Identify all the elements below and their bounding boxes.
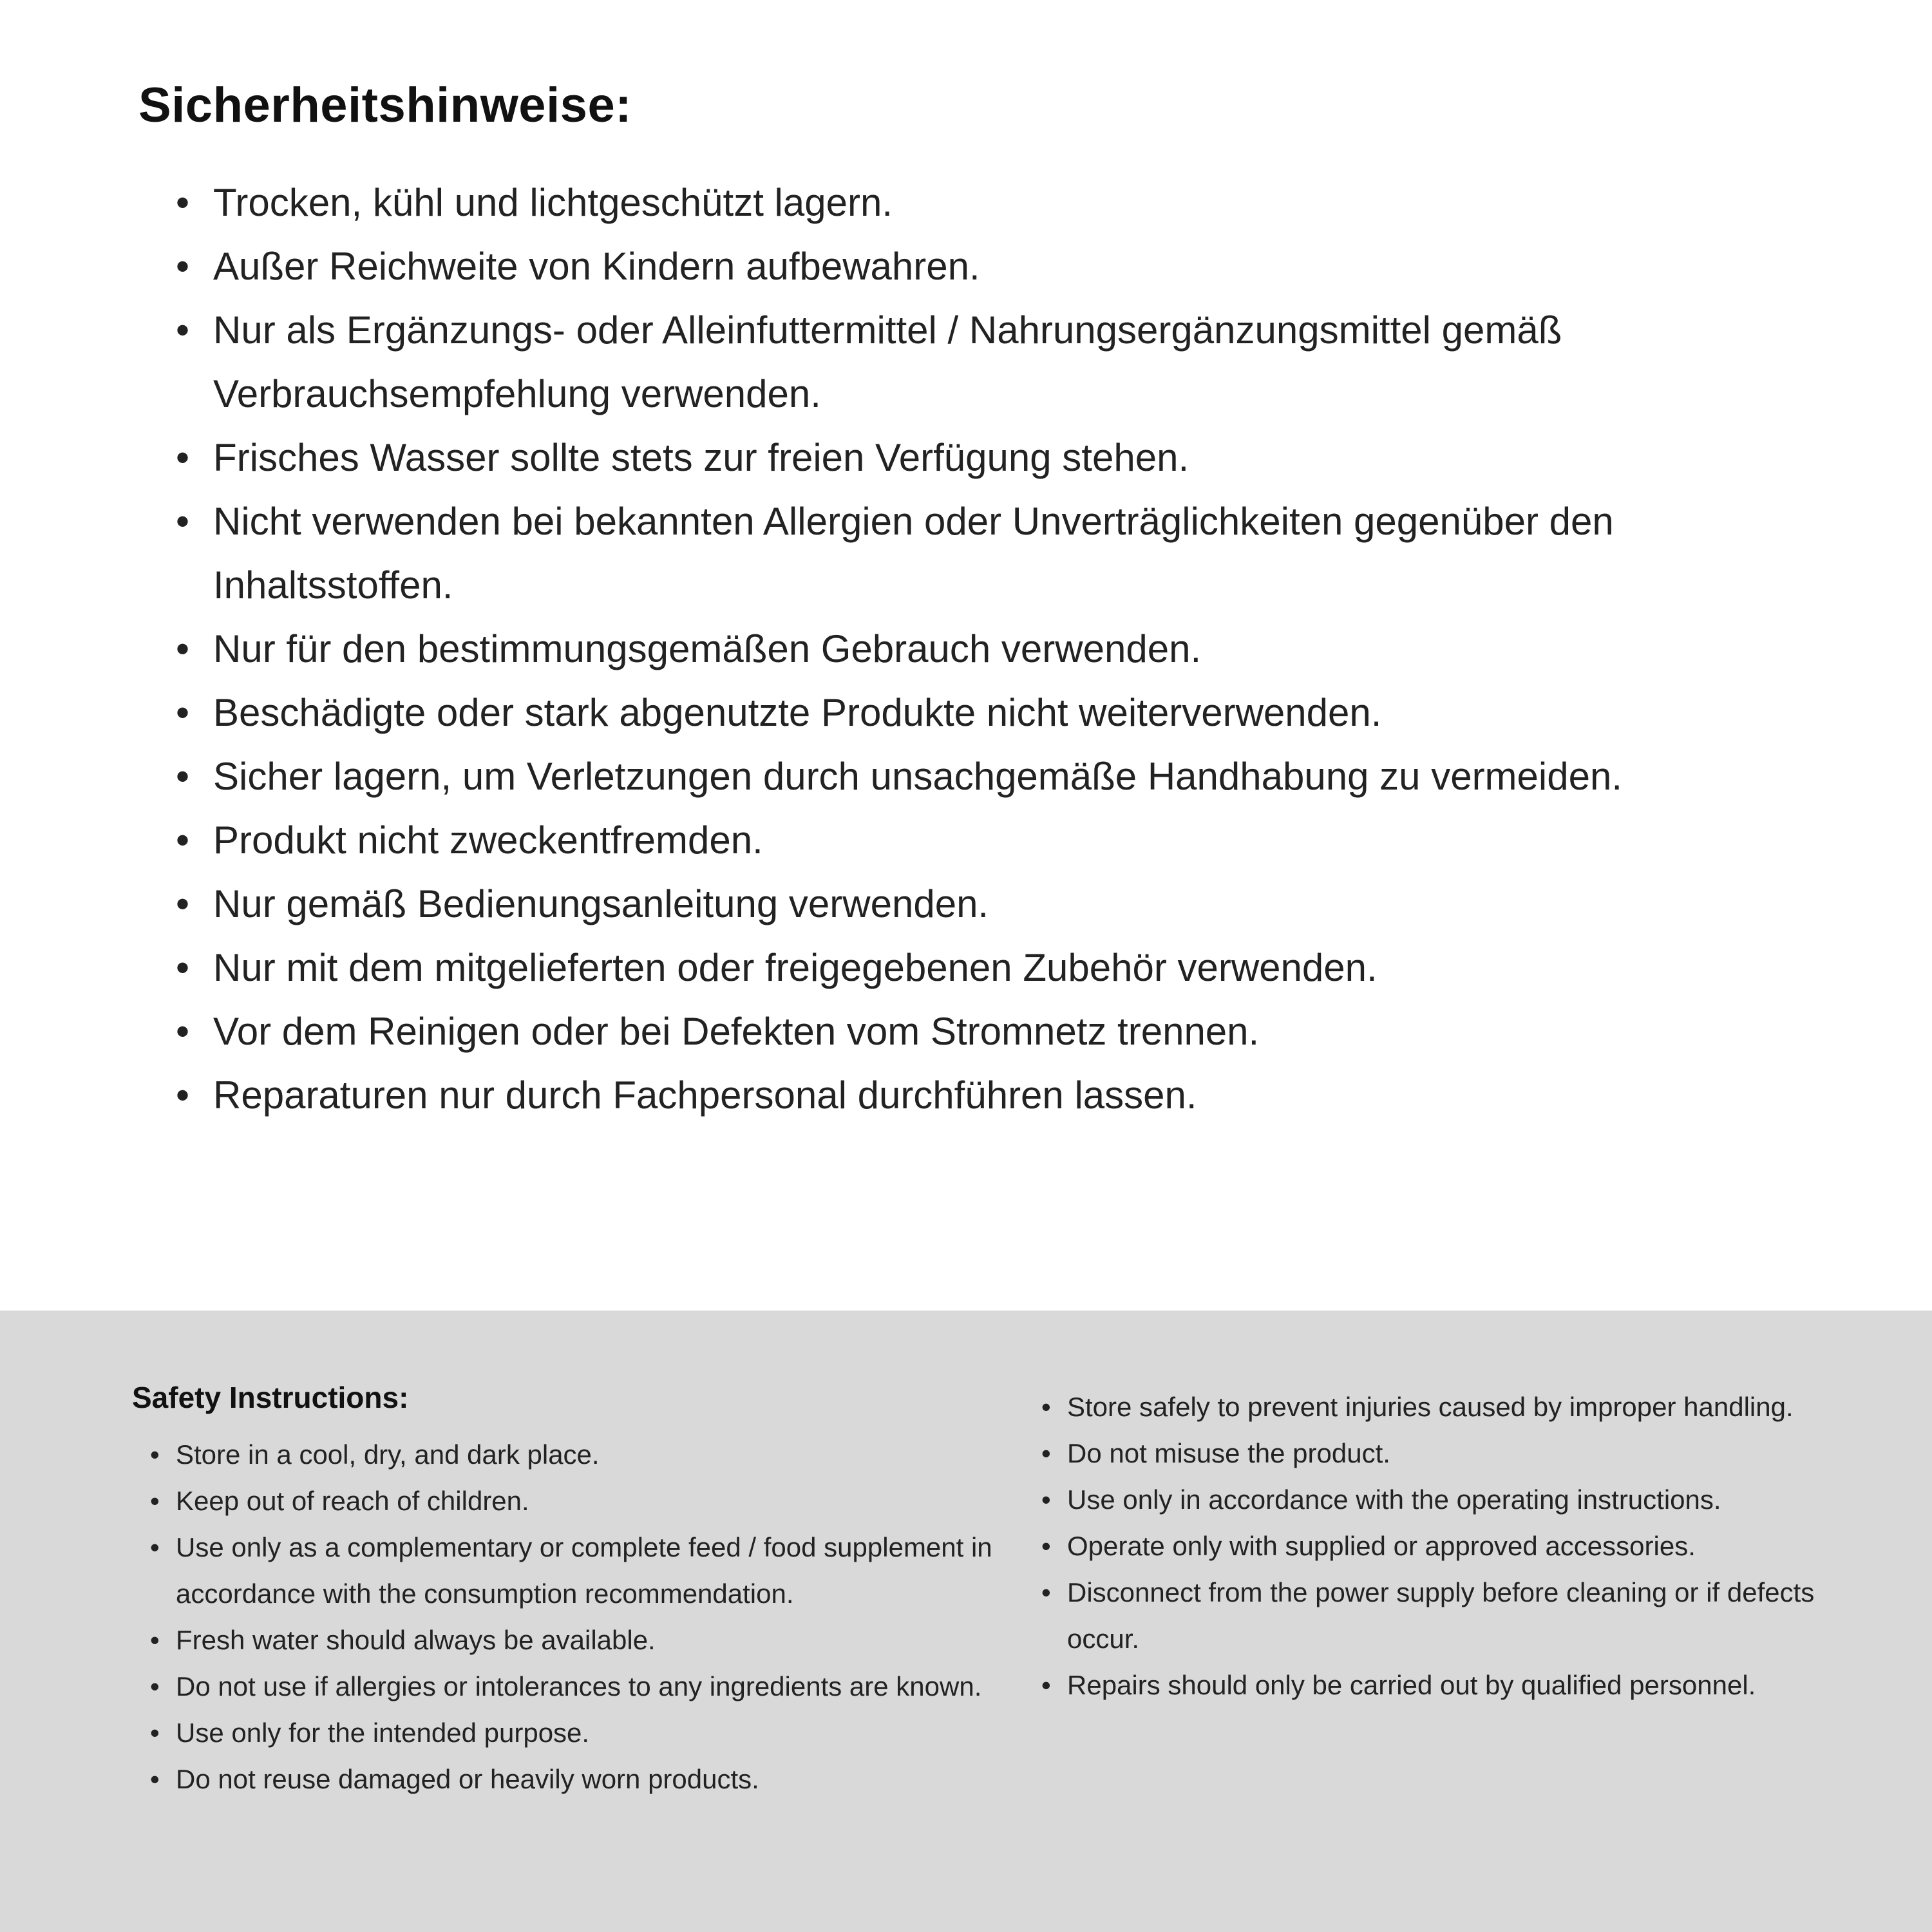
list-item bbox=[176, 936, 1823, 999]
list-item-text: Store in a cool, dry, and dark place. bbox=[176, 1439, 600, 1470]
list-item bbox=[150, 1432, 1034, 1478]
bullet-icon: • bbox=[176, 245, 190, 288]
list-item-text: Nur mit dem mitgelieferten oder freigegebenen Zubehör verwenden. bbox=[213, 946, 1378, 989]
list-item-text: Trocken, kühl und lichtgeschützt lagern. bbox=[213, 181, 893, 224]
list-item bbox=[176, 489, 1823, 617]
list-item-text: Use only as a complementary or complete feed / food supplement in accordance with the consumption recommendation. bbox=[176, 1532, 992, 1609]
list-item bbox=[1041, 1569, 1835, 1662]
list-item-text: Repairs should only be carried out by qualified personnel. bbox=[1067, 1670, 1756, 1700]
bullet-icon: • bbox=[176, 882, 190, 925]
list-item bbox=[176, 681, 1823, 744]
list-item bbox=[150, 1617, 1034, 1663]
bullet-icon: • bbox=[1041, 1484, 1051, 1515]
list-item bbox=[1041, 1384, 1835, 1430]
bullet-icon: • bbox=[176, 1074, 190, 1117]
list-item-text: Reparaturen nur durch Fachpersonal durchführen lassen. bbox=[213, 1074, 1197, 1117]
list-item bbox=[176, 1063, 1823, 1127]
bullet-icon: • bbox=[176, 181, 190, 224]
list-item bbox=[1041, 1523, 1835, 1569]
bullet-icon: • bbox=[1041, 1577, 1051, 1607]
list-item bbox=[150, 1478, 1034, 1524]
bullet-icon: • bbox=[150, 1625, 160, 1655]
bullet-icon: • bbox=[150, 1671, 160, 1701]
bullet-icon: • bbox=[176, 819, 190, 862]
list-item-text: Use only in accordance with the operating instructions. bbox=[1067, 1484, 1721, 1515]
bullet-icon: • bbox=[1041, 1392, 1051, 1422]
list-item-text: Fresh water should always be available. bbox=[176, 1625, 656, 1655]
list-item bbox=[176, 171, 1823, 234]
list-item-text: Store safely to prevent injuries caused by improper handling. bbox=[1067, 1392, 1794, 1422]
bullet-icon: • bbox=[176, 500, 190, 543]
list-item bbox=[176, 872, 1823, 936]
list-item-text: Disconnect from the power supply before cleaning or if defects occur. bbox=[1067, 1577, 1815, 1654]
list-item-text: Vor dem Reinigen oder bei Defekten vom Stromnetz trennen. bbox=[213, 1010, 1260, 1053]
list-item-text: Sicher lagern, um Verletzungen durch unsachgemäße Handhabung zu vermeiden. bbox=[213, 755, 1623, 798]
list-item-text: Operate only with supplied or approved accessories. bbox=[1067, 1531, 1696, 1561]
bullet-icon: • bbox=[176, 946, 190, 989]
list-item-text: Use only for the intended purpose. bbox=[176, 1718, 590, 1748]
list-item bbox=[150, 1524, 1034, 1617]
list-item bbox=[176, 426, 1823, 489]
english-safety-list-right bbox=[1034, 1384, 1835, 1709]
english-section-title: Safety Instructions: bbox=[132, 1381, 409, 1414]
bullet-icon: • bbox=[150, 1486, 160, 1516]
list-item-text: Nur gemäß Bedienungsanleitung verwenden. bbox=[213, 882, 989, 925]
list-item-text: Frisches Wasser sollte stets zur freien Verfügung stehen. bbox=[213, 436, 1189, 479]
bullet-icon: • bbox=[150, 1764, 160, 1794]
bullet-icon: • bbox=[176, 1010, 190, 1053]
list-item bbox=[176, 808, 1823, 872]
bullet-icon: • bbox=[150, 1439, 160, 1470]
bullet-icon: • bbox=[176, 627, 190, 670]
english-safety-section bbox=[0, 1311, 1932, 1932]
english-safety-list-left bbox=[132, 1432, 1034, 1803]
bullet-icon: • bbox=[1041, 1531, 1051, 1561]
bullet-icon: • bbox=[176, 755, 190, 798]
list-item bbox=[176, 999, 1823, 1063]
list-item bbox=[1041, 1477, 1835, 1523]
list-item-text: Do not misuse the product. bbox=[1067, 1438, 1390, 1468]
german-section-title: Sicherheitshinweise: bbox=[138, 78, 632, 133]
list-item bbox=[150, 1756, 1034, 1803]
list-item-text: Produkt nicht zweckentfremden. bbox=[213, 819, 763, 862]
list-item bbox=[176, 617, 1823, 681]
bullet-icon: • bbox=[1041, 1438, 1051, 1468]
list-item bbox=[1041, 1662, 1835, 1709]
bullet-icon: • bbox=[176, 308, 190, 352]
list-item-text: Beschädigte oder stark abgenutzte Produkte nicht weiterverwenden. bbox=[213, 691, 1382, 734]
bullet-icon: • bbox=[150, 1532, 160, 1562]
list-item bbox=[176, 744, 1823, 808]
list-item-text: Nicht verwenden bei bekannten Allergien oder Unverträglichkeiten gegenüber den Inhaltsstoffen. bbox=[213, 500, 1614, 607]
list-item-text: Außer Reichweite von Kindern aufbewahren. bbox=[213, 245, 980, 288]
bullet-icon: • bbox=[150, 1718, 160, 1748]
bullet-icon: • bbox=[176, 691, 190, 734]
english-left-column bbox=[132, 1380, 1034, 1803]
list-item-text: Nur als Ergänzungs- oder Alleinfuttermittel / Nahrungsergänzungsmittel gemäß Verbrauchsempfehlung verwenden. bbox=[213, 308, 1562, 415]
bullet-icon: • bbox=[176, 436, 190, 479]
english-right-column bbox=[1034, 1380, 1835, 1709]
list-item bbox=[150, 1710, 1034, 1756]
list-item-text: Do not use if allergies or intolerances to any ingredients are known. bbox=[176, 1671, 982, 1701]
list-item-text: Do not reuse damaged or heavily worn products. bbox=[176, 1764, 759, 1794]
list-item bbox=[1041, 1430, 1835, 1477]
list-item bbox=[150, 1663, 1034, 1710]
list-item bbox=[176, 298, 1823, 426]
list-item-text: Keep out of reach of children. bbox=[176, 1486, 529, 1516]
bullet-icon: • bbox=[1041, 1670, 1051, 1700]
list-item bbox=[176, 234, 1823, 298]
german-safety-list bbox=[138, 171, 1823, 1127]
list-item-text: Nur für den bestimmungsgemäßen Gebrauch verwenden. bbox=[213, 627, 1202, 670]
